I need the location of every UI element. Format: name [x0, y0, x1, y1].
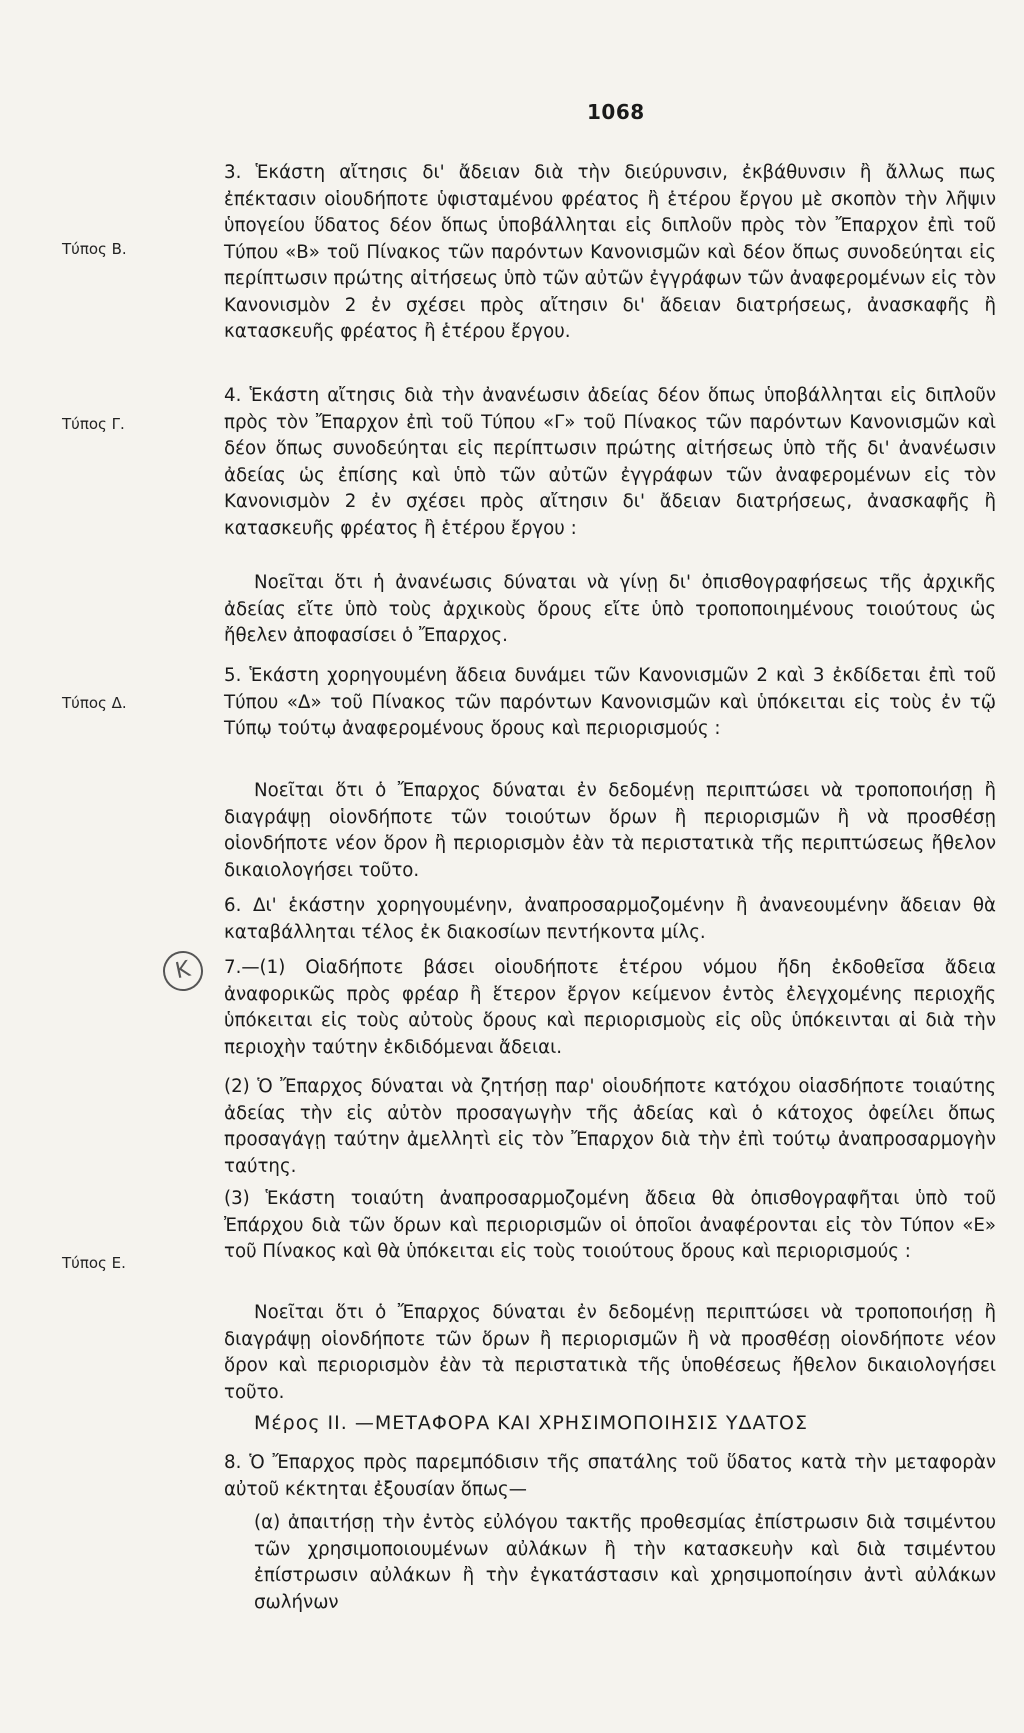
- paragraph-4: 4. Ἑκάστη αἴτησις διὰ τὴν ἀνανέωσιν ἀδείας δέον ὅπως ὑποβάλληται εἰς διπλοῦν πρὸς τὸν Ἔπαρχον ἐπὶ τοῦ Τύπου «Γ» τοῦ Πίνακος τῶν παρόντων Κανονισμῶν καὶ δέον ὅπως συνοδεύηται εἰς περίπτωσιν πρώτης αἰτήσεως ὑπὸ τῆς δι' ἀνανέωσιν ἀδείας ὡς ἐπίσης καὶ ὑπὸ τῶν αὐτῶν ἐγγράφων τῶν ἀναφερομένων εἰς τὸν Κανονισμὸν 2 ἐν σχέσει πρὸς αἴτησιν δι' ἄδειαν διατρήσεως, ἀνασκαφῆς ἢ κατασκευῆς φρέατος ἢ ἑτέρου ἔργου :: [224, 385, 996, 539]
- paragraph-7-1: 7.—(1) Οἱαδήποτε βάσει οἱουδήποτε ἑτέρου νόμου ἤδη ἐκδοθεῖσα ἄδεια ἀναφορικῶς πρὸς φρέαρ ἢ ἕτερον ἔργον κείμενον ἐντὸς ἐλεγχομένης περιοχῆς ὑπόκειται εἰς τοὺς αὐτοὺς ὅρους καὶ περιορισμοὺς εἰς οὓς ὑπόκεινται αἱ διὰ τὴν περιοχὴν ταύτην ἐκδιδόμεναι ἄδειαι.: [224, 957, 996, 1058]
- margin-note-type-e: Τύπος Ε.: [62, 1254, 126, 1272]
- paragraph-8-a: (α) ἀπαιτήσῃ τὴν ἐντὸς εὐλόγου τακτῆς προθεσμίας ἐπίστρωσιν διὰ τσιμέντου τῶν χρησιμοποιουμένων αὐλάκων ἢ τὴν κατασκευὴν καὶ διὰ τσιμέντου ἐπίστρωσιν αὐλάκων ἢ τὴν ἐγκατάστασιν καὶ χρησιμοποίησιν ἀντὶ αὐλάκων σωλήνων: [254, 1512, 996, 1613]
- page-number: 1068: [587, 100, 645, 124]
- handwritten-annotation-mark: K: [159, 947, 206, 994]
- paragraph-8: 8. Ὁ Ἔπαρχος πρὸς παρεμπόδισιν τῆς σπατάλης τοῦ ὕδατος κατὰ τὴν μεταφορὰν αὐτοῦ κέκτηται ἐξουσίαν ὅπως—: [224, 1452, 996, 1500]
- paragraph-6: 6. Δι' ἑκάστην χορηγουμένην, ἀναπροσαρμοζομένην ἢ ἀνανεουμένην ἄδειαν θὰ καταβάλληται τέλος ἐκ διακοσίων πεντήκοντα μίλς.: [224, 895, 996, 943]
- paragraph-7-2: (2) Ὁ Ἔπαρχος δύναται νὰ ζητήσῃ παρ' οἱουδήποτε κατόχου οἱασδήποτε τοιαύτης ἀδείας τὴν εἰς αὐτὸν προσαγωγὴν τῆς ἀδείας καὶ ὁ κάτοχος ὀφείλει ὅπως προσαγάγῃ ταύτην ἀμελλητὶ εἰς τὸν Ἔπαρχον διὰ τὴν ἐπὶ τούτῳ ἀναπροσαρμογὴν ταύτης.: [224, 1076, 996, 1177]
- paragraph-7-3: (3) Ἑκάστη τοιαύτη ἀναπροσαρμοζομένη ἄδεια θὰ ὀπισθογραφῆται ὑπὸ τοῦ Ἐπάρχου διὰ τῶν ὅρων καὶ περιορισμῶν οἱ ὁποῖοι ἀναφέρονται εἰς τὸν Τύπον «Ε» τοῦ Πίνακος καὶ θὰ ὑπόκειται εἰς τοὺς τοιούτους ὅρους καὶ περιορισμούς :: [224, 1188, 996, 1262]
- part-heading: Μέρος II. —ΜΕΤΑΦΟΡΑ ΚΑΙ ΧΡΗΣΙΜΟΠΟΙΗΣΙΣ ΥΔΑΤΟΣ: [254, 1412, 809, 1434]
- margin-note-type-b: Τύπος Β.: [62, 240, 127, 258]
- paragraph-5-proviso: Νοεῖται ὅτι ὁ Ἔπαρχος δύναται ἐν δεδομένῃ περιπτώσει νὰ τροποποιήσῃ ἢ διαγράψῃ οἱονδήποτε τῶν τοιούτων ὅρων ἢ περιορισμῶν ἢ νὰ προσθέσῃ οἱονδήποτε νέον ὅρον ἢ περιορισμὸν ἐὰν τὰ περιστατικὰ τῆς περιπτώσεως ἤθελον δικαιολογήσει τοῦτο.: [224, 780, 996, 881]
- paragraph-3: 3. Ἑκάστη αἴτησις δι' ἄδειαν διὰ τὴν διεύρυνσιν, ἐκβάθυνσιν ἢ ἄλλως πως ἐπέκτασιν οἱουδήποτε ὑφισταμένου φρέατος ἢ ἑτέρου ἔργου μὲ σκοπὸν τὴν λῆψιν ὑπογείου ὕδατος δέον ὅπως ὑποβάλληται εἰς διπλοῦν πρὸς τὸν Ἔπαρχον ἐπὶ τοῦ Τύπου «Β» τοῦ Πίνακος τῶν παρόντων Κανονισμῶν καὶ δέον ὅπως συνοδεύηται εἰς περίπτωσιν πρώτης αἰτήσεως ὑπὸ τῶν αὐτῶν ἐγγράφων τῶν ἀναφερομένων εἰς τὸν Κανονισμὸν 2 ἐν σχέσει πρὸς αἴτησιν δι' ἄδειαν διατρήσεως, ἀνασκαφῆς ἢ κατασκευῆς φρέατος ἢ ἑτέρου ἔργου.: [224, 162, 996, 342]
- paragraph-4-proviso: Νοεῖται ὅτι ἡ ἀνανέωσις δύναται νὰ γίνῃ δι' ὀπισθογραφήσεως τῆς ἀρχικῆς ἀδείας εἴτε ὑπὸ τοὺς ἀρχικοὺς ὅρους εἴτε ὑπὸ τροποποιημένους τοιούτους ὡς ἤθελεν ἀποφασίσει ὁ Ἔπαρχος.: [224, 572, 996, 646]
- margin-note-type-d: Τύπος Δ.: [62, 694, 127, 712]
- paragraph-5: 5. Ἑκάστη χορηγουμένη ἄδεια δυνάμει τῶν Κανονισμῶν 2 καὶ 3 ἐκδίδεται ἐπὶ τοῦ Τύπου «Δ» τοῦ Πίνακος τῶν παρόντων Κανονισμῶν καὶ ὑπόκειται εἰς τοὺς ἐν τῷ Τύπῳ τούτῳ ἀναφερομένους ὅρους καὶ περιορισμούς :: [224, 665, 996, 739]
- paragraph-7-proviso: Νοεῖται ὅτι ὁ Ἔπαρχος δύναται ἐν δεδομένῃ περιπτώσει νὰ τροποποιήσῃ ἢ διαγράψῃ οἱονδήποτε τῶν ὅρων ἢ περιορισμῶν ἢ νὰ προσθέσῃ οἱονδήποτε νέον ὅρον καὶ περιορισμὸν ἐὰν τὰ περιστατικὰ τῆς ὑποθέσεως ἤθελον δικαιολογήσει τοῦτο.: [224, 1302, 996, 1403]
- margin-note-type-g: Τύπος Γ.: [62, 415, 125, 433]
